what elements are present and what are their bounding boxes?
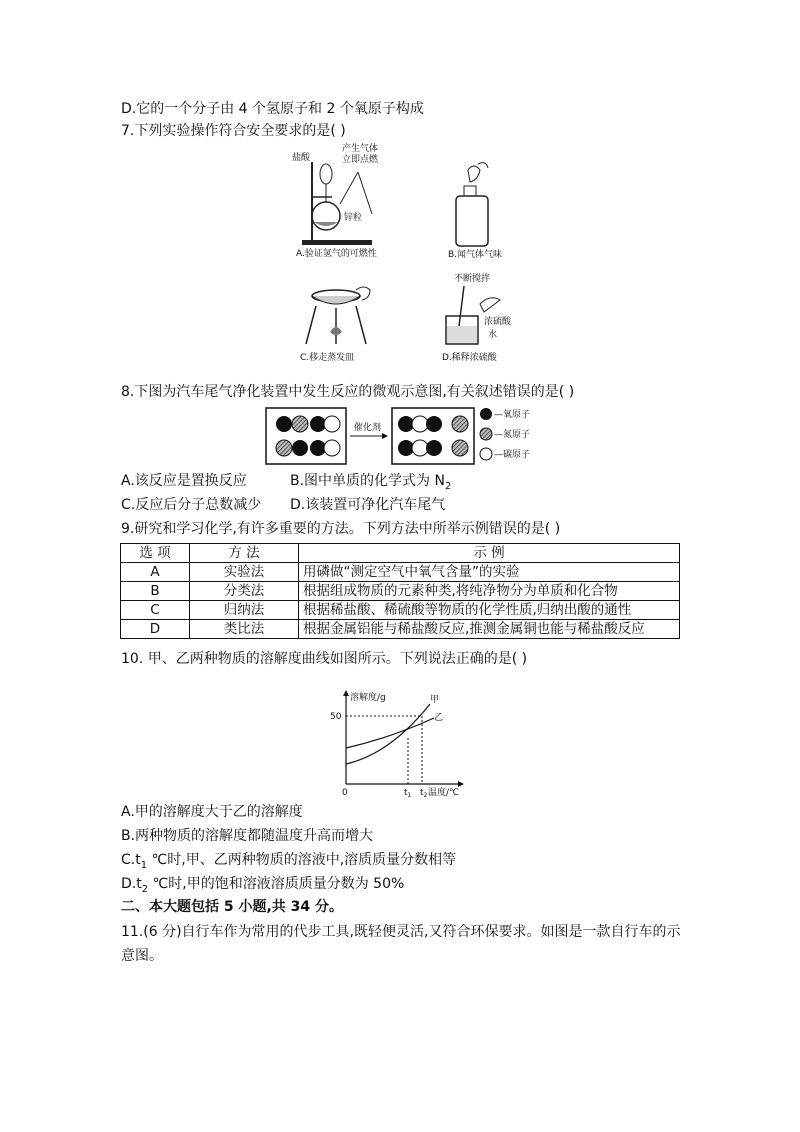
q10-option-a: A.甲的溶解度大于乙的溶解度 <box>121 804 303 820</box>
q7-fig-d-label-acid: 浓硫酸 <box>484 317 512 327</box>
q10-option-d-pre: D.t <box>121 876 142 892</box>
q10-solubility-graph <box>330 688 470 798</box>
q8-legend-oxygen: —氧原子 <box>494 410 531 420</box>
q10-option-c-pre: C.t <box>121 852 141 868</box>
q10-stem: 10. 甲、乙两种物质的溶解度曲线如图所示。下列说法正确的是( ) <box>121 651 528 667</box>
q7-fig-d-caption: D.稀释浓硫酸 <box>442 353 497 363</box>
q10-option-c <box>121 851 456 875</box>
q8-micro-diagram <box>262 404 552 470</box>
q10-option-d-post: ℃时,甲的饱和溶液溶质质量分数为 50% <box>148 876 405 892</box>
q7-fig-a-label-ignite: 立即点燃 <box>342 155 379 165</box>
table-header-example: 示 例 <box>299 544 680 563</box>
table-cell-method: 分类法 <box>190 582 299 601</box>
q10-ytick-50: 50 <box>330 712 342 722</box>
q8-option-b-subscript: 2 <box>444 480 452 492</box>
q8-stem: 8.下图为汽车尾气净化装置中发生反应的微观示意图,有关叙述错误的是( ) <box>121 384 575 400</box>
q8-option-d: D.该装置可净化汽车尾气 <box>290 497 446 513</box>
q8-option-c: C.反应后分子总数减少 <box>121 497 262 513</box>
q10-xlabel: 温度/℃ <box>428 788 460 798</box>
q10-option-d <box>121 875 404 899</box>
table-cell-method: 实验法 <box>190 563 299 582</box>
q7-fig-d-label-stir: 不断搅拌 <box>454 274 491 284</box>
q10-option-c-post: ℃时,甲、乙两种物质的溶液中,溶质质量分数相等 <box>147 852 457 868</box>
table-row <box>121 582 680 601</box>
q10-t1-label: $t_1$ <box>404 788 412 798</box>
table-cell-option: D <box>121 620 190 639</box>
table-cell-method: 类比法 <box>190 620 299 639</box>
q6-option-d: D.它的一个分子由 4 个氢原子和 2 个氧原子构成 <box>121 101 424 117</box>
q10-curve-jia <box>346 704 430 764</box>
section-2-heading: 二、本大题包括 5 小题,共 34 分。 <box>121 899 344 915</box>
table-cell-example: 用磷做“测定空气中氧气含量”的实验 <box>299 563 680 582</box>
q7-stem: 7.下列实验操作符合安全要求的是( ) <box>121 123 346 139</box>
q7-figure-d-dilute-acid <box>440 272 536 366</box>
q7-fig-a-label-hcl: 盐酸 <box>292 153 311 163</box>
q10-option-d-sub: 2 <box>141 883 149 895</box>
q7-fig-b-caption: B.闻气体气味 <box>448 250 503 260</box>
q10-ylabel: 溶解度/g <box>350 693 386 703</box>
table-header-row <box>121 544 680 563</box>
q8-option-b-text: B.图中单质的化学式为 N <box>290 473 445 489</box>
table-row <box>121 563 680 582</box>
q7-figure-a-hydrogen-apparatus <box>292 142 404 260</box>
q9-stem: 9.研究和学习化学,有许多重要的方法。下列方法中所举示例错误的是( ) <box>121 521 561 537</box>
q7-fig-d-label-water: 水 <box>488 330 498 340</box>
q7-fig-c-caption: C.移走蒸发皿 <box>300 353 355 363</box>
q8-option-b <box>290 472 451 496</box>
table-cell-option: C <box>121 601 190 620</box>
table-cell-example: 根据稀盐酸、稀硫酸等物质的化学性质,归纳出酸的通性 <box>299 601 680 620</box>
q10-t2-label: $t_2$ <box>420 788 428 798</box>
q7-fig-a-caption: A.验证氢气的可燃性 <box>296 249 377 259</box>
q8-option-a: A.该反应是置换反应 <box>121 473 247 489</box>
q10-option-c-sub: 1 <box>140 859 148 871</box>
q7-fig-a-label-zinc: 锌粒 <box>344 213 363 223</box>
q11-text: 11.(6 分)自行车作为常用的代步工具,既轻便灵活,又符合环保要求。如图是一款自行车的示意图。 <box>121 924 681 964</box>
q10-origin: 0 <box>342 788 348 798</box>
table-row <box>121 601 680 620</box>
q10-option-b: B.两种物质的溶解度都随温度升高而增大 <box>121 828 374 844</box>
table-cell-example: 根据组成物质的元素种类,将纯净物分为单质和化合物 <box>299 582 680 601</box>
table-cell-option: A <box>121 563 190 582</box>
q8-legend-carbon: —碳原子 <box>494 450 531 460</box>
table-cell-option: B <box>121 582 190 601</box>
q7-figure-b-smell-gas <box>448 158 528 260</box>
table-cell-example: 根据金属铝能与稀盐酸反应,推测金属铜也能与稀盐酸反应 <box>299 620 680 639</box>
table-header-option: 选 项 <box>121 544 190 563</box>
q10-series-jia: 甲 <box>430 695 440 705</box>
table-header-method: 方 法 <box>190 544 299 563</box>
q8-catalyst-label: 催化剂 <box>354 423 382 433</box>
q9-methods-table <box>120 543 680 639</box>
table-row <box>121 620 680 639</box>
q7-figure-c-evaporating-dish <box>296 278 396 366</box>
table-cell-method: 归纳法 <box>190 601 299 620</box>
q7-fig-a-label-gas: 产生气体 <box>342 144 379 154</box>
q10-series-yi: 乙 <box>434 713 444 723</box>
q8-legend-nitrogen: —氮原子 <box>494 430 531 440</box>
